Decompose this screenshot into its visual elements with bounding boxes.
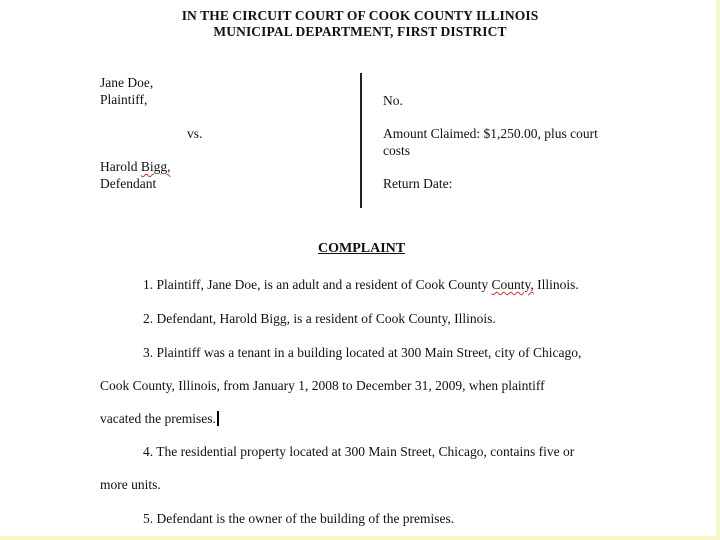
court-name-heading: IN THE CIRCUIT COURT OF COOK COUNTY ILLINOIS [181,8,539,23]
complaint-title: COMPLAINT [318,241,406,256]
defendant-role: Defendant [100,176,157,191]
amount-claimed-line1: Amount Claimed: $1,250.00, plus court [383,126,598,141]
paragraph-3-line3 [100,411,219,427]
paragraph-3-line2: Cook County, Illinois, from January 1, 2008 to December 31, 2009, when plaintiff [100,378,545,393]
paragraph-5: 5. Defendant is the owner of the building of the premises. [143,511,455,526]
return-date-label: Return Date: [383,176,453,191]
paragraph-1-text: 1. Plaintiff, Jane Doe, is an adult and a resident of Cook County [143,277,492,292]
defendant-last-name-spellcheck: Bigg, [140,159,171,174]
defendant-name [100,159,171,175]
page-edge-bottom [0,536,720,540]
paragraph-1 [143,277,579,293]
defendant-first-name: Harold [100,159,141,174]
plaintiff-role: Plaintiff, [100,92,148,107]
paragraph-4-line2: more units. [100,477,161,492]
paragraph-1-spellcheck-word: County, [491,277,534,292]
amount-claimed-line2: costs [383,143,410,158]
text-cursor [217,411,219,426]
versus-label: vs. [187,126,203,141]
caption-divider [360,73,362,208]
paragraph-4-line1: 4. The residential property located at 300 Main Street, Chicago, contains five or [143,444,575,459]
page-edge-right [716,0,720,540]
paragraph-2: 2. Defendant, Harold Bigg, is a resident of Cook County, Illinois. [143,311,496,326]
paragraph-3-line3-text: vacated the premises. [100,411,216,426]
plaintiff-name: Jane Doe, [100,75,154,90]
court-department-heading: MUNICIPAL DEPARTMENT, FIRST DISTRICT [213,24,507,39]
paragraph-3-line1: 3. Plaintiff was a tenant in a building located at 300 Main Street, city of Chicago, [143,345,582,360]
case-number-label: No. [383,93,403,108]
paragraph-1-end: Illinois. [533,277,579,292]
